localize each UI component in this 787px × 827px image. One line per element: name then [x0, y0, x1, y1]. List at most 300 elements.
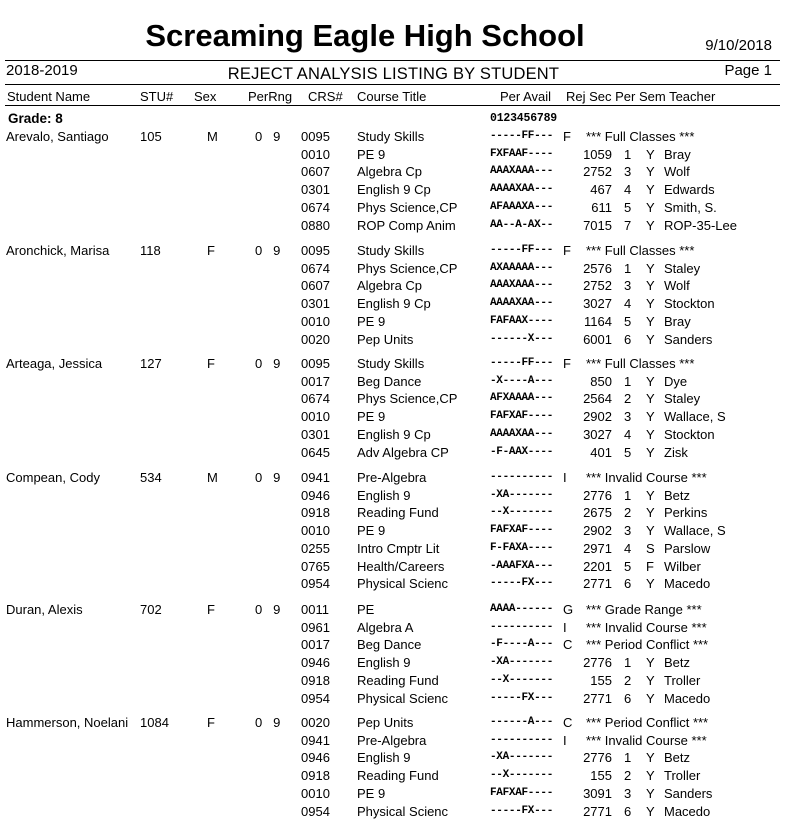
course-number: 0017 — [301, 374, 330, 389]
period-availability: ------X--- — [490, 333, 554, 345]
section-number: 2564 — [583, 391, 612, 406]
period: 1 — [624, 261, 632, 276]
period-key: 0123456789 — [490, 112, 558, 125]
course-title: Beg Dance — [357, 637, 422, 652]
course-title: Phys Science,CP — [357, 391, 458, 406]
reject-message: *** Full Classes *** — [586, 356, 695, 371]
course-title: Pre-Algebra — [357, 733, 427, 748]
course-number: 0255 — [301, 541, 330, 556]
section-number: 1059 — [583, 147, 612, 162]
semester: Y — [646, 261, 655, 276]
course-title: Beg Dance — [357, 374, 422, 389]
teacher: Perkins — [664, 505, 708, 520]
period: 3 — [624, 278, 632, 293]
course-number: 0918 — [301, 505, 330, 520]
period: 3 — [624, 786, 632, 801]
period-availability: FAFAAX---- — [490, 315, 554, 327]
course-row — [0, 427, 787, 444]
semester: Y — [646, 655, 655, 670]
period: 5 — [624, 445, 632, 460]
teacher: Sanders — [664, 786, 713, 801]
course-number: 0918 — [301, 768, 330, 783]
period-availability: F-FAXA---- — [490, 542, 554, 554]
teacher: Wolf — [664, 164, 690, 179]
course-row — [0, 768, 787, 785]
student-number: 127 — [140, 356, 162, 371]
semester: Y — [646, 200, 655, 215]
period-availability: --X------- — [490, 506, 554, 518]
course-title: Algebra Cp — [357, 278, 423, 293]
course-row — [0, 374, 787, 391]
print-date: 9/10/2018 — [705, 37, 772, 54]
student-number: 1084 — [140, 715, 169, 730]
section-number: 2201 — [583, 559, 612, 574]
period-availability: AA--A-AX-- — [490, 219, 554, 231]
course-title: Study Skills — [357, 243, 425, 258]
semester: Y — [646, 409, 655, 424]
period: 4 — [624, 541, 632, 556]
course-number: 0095 — [301, 356, 330, 371]
period-availability: AXAAAAA--- — [490, 262, 554, 274]
period: 1 — [624, 655, 632, 670]
course-title: English 9 Cp — [357, 427, 431, 442]
period-availability: -----FF--- — [490, 357, 554, 369]
course-number: 0941 — [301, 733, 330, 748]
student-number: 702 — [140, 602, 162, 617]
student-number: 534 — [140, 470, 162, 485]
header-rule-middle — [5, 84, 780, 85]
teacher: Troller — [664, 768, 701, 783]
course-number: 0010 — [301, 786, 330, 801]
period-availability: -X----A--- — [490, 375, 554, 387]
course-number: 0607 — [301, 278, 330, 293]
student-sex: F — [207, 243, 215, 258]
period-availability: -----FF--- — [490, 130, 554, 142]
section-number: 2576 — [583, 261, 612, 276]
period-availability: AFAAAXA--- — [490, 201, 554, 213]
school-year: 2018-2019 — [6, 62, 78, 79]
student-name: Duran, Alexis — [6, 602, 83, 617]
semester: Y — [646, 523, 655, 538]
semester: Y — [646, 445, 655, 460]
course-row — [0, 673, 787, 690]
course-number: 0674 — [301, 391, 330, 406]
course-title: Physical Scienc — [357, 691, 449, 706]
section-number: 155 — [590, 768, 612, 783]
course-row — [0, 620, 787, 637]
header-rule-top — [5, 60, 780, 61]
period-availability: -----FX--- — [490, 577, 554, 589]
period: 3 — [624, 523, 632, 538]
section-number: 2971 — [583, 541, 612, 556]
semester: Y — [646, 576, 655, 591]
period: 2 — [624, 673, 632, 688]
period-availability: ---------- — [490, 471, 554, 483]
period-availability: AAAA------ — [490, 603, 554, 615]
course-number: 0946 — [301, 750, 330, 765]
semester: Y — [646, 768, 655, 783]
semester: Y — [646, 786, 655, 801]
student-name: Arteaga, Jessica — [6, 356, 103, 371]
period-availability: --X------- — [490, 674, 554, 686]
period-availability: -----FX--- — [490, 805, 554, 817]
course-row — [0, 637, 787, 654]
period: 2 — [624, 505, 632, 520]
teacher: Smith, S. — [664, 200, 717, 215]
col-header-crs-num: CRS# — [308, 89, 343, 104]
period: 4 — [624, 296, 632, 311]
section-number: 2776 — [583, 488, 612, 503]
course-number: 0645 — [301, 445, 330, 460]
course-row — [0, 786, 787, 803]
teacher: Dye — [664, 374, 688, 389]
course-row — [0, 691, 787, 708]
period-availability: --X------- — [490, 769, 554, 781]
student-sex: F — [207, 715, 215, 730]
period: 1 — [624, 750, 632, 765]
course-row — [0, 445, 787, 462]
period: 1 — [624, 488, 632, 503]
course-title: Study Skills — [357, 129, 425, 144]
course-row — [0, 559, 787, 576]
period-availability: -XA------- — [490, 656, 554, 668]
course-title: Algebra Cp — [357, 164, 423, 179]
course-number: 0880 — [301, 218, 330, 233]
report-title: REJECT ANALYSIS LISTING BY STUDENT — [227, 65, 560, 83]
course-number: 0946 — [301, 655, 330, 670]
course-title: English 9 Cp — [357, 182, 431, 197]
period-availability: FAFXAF---- — [490, 524, 554, 536]
semester: Y — [646, 147, 655, 162]
student-period-range: 0 9 — [255, 243, 281, 258]
course-row — [0, 750, 787, 767]
teacher: Macedo — [664, 576, 711, 591]
course-row — [0, 296, 787, 313]
course-number: 0918 — [301, 673, 330, 688]
course-row — [0, 804, 787, 821]
student-number: 118 — [140, 243, 161, 258]
course-number: 0765 — [301, 559, 330, 574]
semester: Y — [646, 374, 655, 389]
section-number: 2776 — [583, 750, 612, 765]
course-title: PE 9 — [357, 147, 386, 162]
course-title: Algebra A — [357, 620, 414, 635]
course-row — [0, 129, 787, 146]
period-availability: FAFXAF---- — [490, 787, 554, 799]
period-availability: FAFXAF---- — [490, 410, 554, 422]
student-sex: F — [207, 602, 215, 617]
course-row — [0, 332, 787, 349]
section-number: 2752 — [583, 164, 612, 179]
period: 1 — [624, 147, 632, 162]
course-row — [0, 243, 787, 260]
course-row — [0, 541, 787, 558]
course-row — [0, 278, 787, 295]
section-number: 467 — [590, 182, 612, 197]
reject-message: *** Full Classes *** — [586, 129, 695, 144]
reject-message: *** Full Classes *** — [586, 243, 695, 258]
teacher: Macedo — [664, 804, 711, 819]
period-availability: -AAAFXA--- — [490, 560, 554, 572]
course-title: Physical Scienc — [357, 804, 449, 819]
section-number: 2771 — [583, 691, 612, 706]
period-availability: -----FF--- — [490, 244, 554, 256]
teacher: Wolf — [664, 278, 690, 293]
student-period-range: 0 9 — [255, 470, 281, 485]
course-row — [0, 523, 787, 540]
course-title: PE 9 — [357, 314, 386, 329]
reject-code: F — [563, 356, 571, 371]
semester: Y — [646, 750, 655, 765]
period: 6 — [624, 691, 632, 706]
course-number: 0961 — [301, 620, 330, 635]
semester: Y — [646, 673, 655, 688]
reject-code: I — [563, 620, 567, 635]
col-header-sex: Sex — [194, 89, 217, 104]
course-title: Reading Fund — [357, 505, 439, 520]
period-availability: AAAAXAA--- — [490, 183, 554, 195]
course-title: PE — [357, 602, 375, 617]
col-header-per-rng: PerRng — [248, 89, 293, 104]
course-number: 0607 — [301, 164, 330, 179]
col-header-student-name: Student Name — [7, 89, 91, 104]
teacher: Wallace, S — [664, 523, 726, 538]
course-title: English 9 Cp — [357, 296, 431, 311]
teacher: Edwards — [664, 182, 715, 197]
course-title: Pep Units — [357, 715, 414, 730]
teacher: Bray — [664, 314, 691, 329]
course-number: 0941 — [301, 470, 330, 485]
period-availability: -F-AAX---- — [490, 446, 554, 458]
student-name: Aronchick, Marisa — [6, 243, 110, 258]
reject-code: C — [563, 637, 573, 652]
course-title: Intro Cmptr Lit — [357, 541, 440, 556]
course-title: Study Skills — [357, 356, 425, 371]
course-title: PE 9 — [357, 409, 386, 424]
course-row — [0, 147, 787, 164]
page-number: Page 1 — [724, 62, 772, 79]
section-number: 2776 — [583, 655, 612, 670]
course-row — [0, 505, 787, 522]
student-number: 105 — [140, 129, 162, 144]
course-number: 0010 — [301, 314, 330, 329]
teacher: Troller — [664, 673, 701, 688]
col-header-per-avail: Per Avail — [500, 89, 552, 104]
period: 3 — [624, 164, 632, 179]
period: 2 — [624, 391, 632, 406]
reject-message: *** Period Conflict *** — [586, 715, 709, 730]
reject-message: *** Grade Range *** — [586, 602, 702, 617]
course-number: 0010 — [301, 147, 330, 162]
teacher: Wilber — [664, 559, 701, 574]
period: 5 — [624, 314, 632, 329]
course-row — [0, 356, 787, 373]
reject-message: *** Invalid Course *** — [586, 733, 707, 748]
semester: Y — [646, 182, 655, 197]
period-availability: AFXAAAA--- — [490, 392, 554, 404]
course-row — [0, 314, 787, 331]
course-title: Adv Algebra CP — [357, 445, 449, 460]
period: 6 — [624, 332, 632, 347]
course-title: Pep Units — [357, 332, 414, 347]
section-number: 3027 — [583, 427, 612, 442]
semester: Y — [646, 488, 655, 503]
reject-code: F — [563, 129, 571, 144]
course-title: English 9 — [357, 488, 411, 503]
course-number: 0095 — [301, 243, 330, 258]
section-number: 2771 — [583, 804, 612, 819]
semester: Y — [646, 332, 655, 347]
semester: Y — [646, 391, 655, 406]
semester: Y — [646, 164, 655, 179]
section-number: 850 — [590, 374, 612, 389]
period: 1 — [624, 374, 632, 389]
teacher: Bray — [664, 147, 691, 162]
period: 2 — [624, 768, 632, 783]
course-title: Reading Fund — [357, 673, 439, 688]
teacher: Betz — [664, 488, 691, 503]
period: 4 — [624, 182, 632, 197]
course-title: Reading Fund — [357, 768, 439, 783]
period: 6 — [624, 804, 632, 819]
semester: Y — [646, 804, 655, 819]
period-availability: -XA------- — [490, 751, 554, 763]
teacher: Wallace, S — [664, 409, 726, 424]
period-availability: -XA------- — [490, 489, 554, 501]
period-availability: ---------- — [490, 734, 554, 746]
reject-code: C — [563, 715, 573, 730]
period-availability: AAAAXAA--- — [490, 297, 554, 309]
course-row — [0, 164, 787, 181]
course-number: 0674 — [301, 200, 330, 215]
section-number: 611 — [591, 200, 612, 215]
course-row — [0, 576, 787, 593]
course-number: 0301 — [301, 182, 330, 197]
header-rule-bottom — [5, 105, 780, 106]
reject-code: G — [563, 602, 574, 617]
course-row — [0, 602, 787, 619]
teacher: Stockton — [664, 296, 715, 311]
reject-message: *** Invalid Course *** — [586, 620, 707, 635]
section-number: 2902 — [583, 523, 612, 538]
section-number: 3027 — [583, 296, 612, 311]
period: 7 — [624, 218, 632, 233]
teacher: Sanders — [664, 332, 713, 347]
course-title: Pre-Algebra — [357, 470, 427, 485]
col-header-stu-num: STU# — [140, 89, 174, 104]
course-row — [0, 261, 787, 278]
course-row — [0, 391, 787, 408]
course-row — [0, 182, 787, 199]
teacher: Stockton — [664, 427, 715, 442]
semester: Y — [646, 218, 655, 233]
course-title: PE 9 — [357, 523, 386, 538]
semester: Y — [646, 505, 655, 520]
semester: F — [646, 559, 654, 574]
teacher: Macedo — [664, 691, 711, 706]
semester: Y — [646, 296, 655, 311]
grade-label: Grade: 8 — [8, 111, 63, 126]
course-number: 0020 — [301, 715, 330, 730]
teacher: Staley — [664, 261, 701, 276]
course-number: 0954 — [301, 804, 330, 819]
col-header-course-title: Course Title — [357, 89, 427, 104]
course-row — [0, 470, 787, 487]
section-number: 155 — [590, 673, 612, 688]
period: 6 — [624, 576, 632, 591]
section-number: 1164 — [584, 314, 612, 329]
course-title: ROP Comp Anim — [357, 218, 456, 233]
period: 4 — [624, 427, 632, 442]
student-name: Hammerson, Noelani — [6, 715, 129, 730]
section-number: 2902 — [583, 409, 612, 424]
student-period-range: 0 9 — [255, 129, 281, 144]
semester: Y — [646, 427, 655, 442]
course-title: English 9 — [357, 750, 411, 765]
period: 5 — [624, 200, 632, 215]
period-availability: ------A--- — [490, 716, 554, 728]
course-row — [0, 218, 787, 235]
period: 3 — [624, 409, 632, 424]
col-header-rej-sec-per-sem-teacher: Rej Sec Per Sem Teacher — [566, 89, 716, 104]
section-number: 2771 — [583, 576, 612, 591]
course-number: 0946 — [301, 488, 330, 503]
student-period-range: 0 9 — [255, 715, 281, 730]
student-period-range: 0 9 — [255, 602, 281, 617]
course-title: PE 9 — [357, 786, 386, 801]
period-availability: ---------- — [490, 621, 554, 633]
student-sex: M — [207, 129, 218, 144]
section-number: 3091 — [583, 786, 612, 801]
section-number: 2752 — [583, 278, 612, 293]
reject-message: *** Period Conflict *** — [586, 637, 709, 652]
teacher: Parslow — [664, 541, 711, 556]
student-sex: M — [207, 470, 218, 485]
student-name: Arevalo, Santiago — [6, 129, 109, 144]
student-sex: F — [207, 356, 215, 371]
section-number: 6001 — [583, 332, 612, 347]
period-availability: AAAXAAA--- — [490, 165, 554, 177]
course-number: 0674 — [301, 261, 330, 276]
course-row — [0, 733, 787, 750]
course-number: 0954 — [301, 691, 330, 706]
student-period-range: 0 9 — [255, 356, 281, 371]
course-number: 0010 — [301, 409, 330, 424]
section-number: 2675 — [583, 505, 612, 520]
period-availability: -----FX--- — [490, 692, 554, 704]
course-row — [0, 715, 787, 732]
semester: Y — [646, 314, 655, 329]
teacher: Staley — [664, 391, 701, 406]
course-title: English 9 — [357, 655, 411, 670]
course-number: 0095 — [301, 129, 330, 144]
section-number: 7015 — [583, 218, 612, 233]
period: 5 — [624, 559, 632, 574]
course-number: 0301 — [301, 296, 330, 311]
student-name: Compean, Cody — [6, 470, 100, 485]
course-title: Phys Science,CP — [357, 261, 458, 276]
course-row — [0, 409, 787, 426]
course-row — [0, 655, 787, 672]
semester: S — [646, 541, 655, 556]
course-number: 0954 — [301, 576, 330, 591]
course-title: Phys Science,CP — [357, 200, 458, 215]
semester: Y — [646, 691, 655, 706]
reject-code: I — [563, 470, 567, 485]
reject-code: F — [563, 243, 571, 258]
period-availability: AAAXAAA--- — [490, 279, 554, 291]
course-row — [0, 200, 787, 217]
